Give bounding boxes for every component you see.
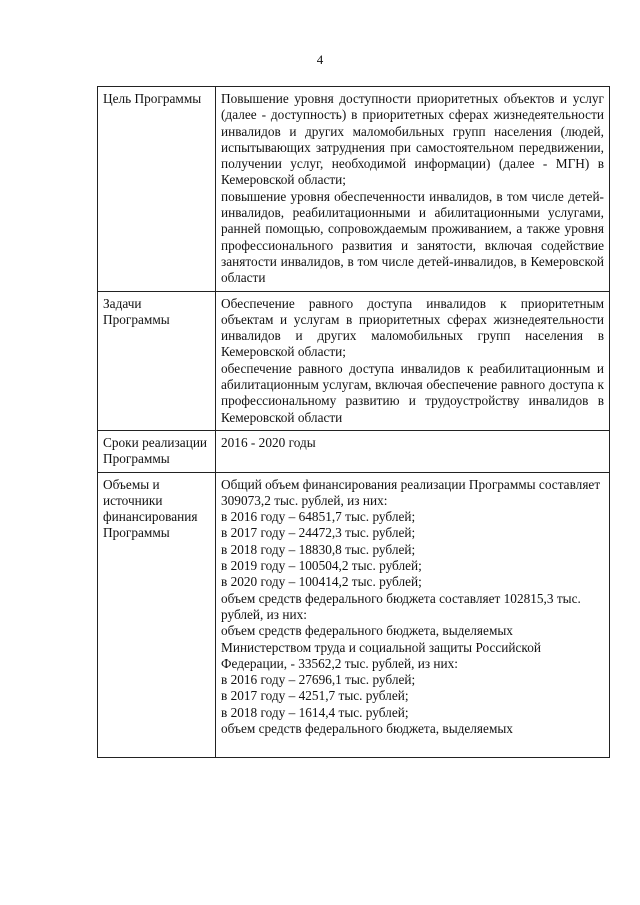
row-label-tasks: Задачи Программы [98, 291, 216, 430]
financing-line-8: объем средств федерального бюджета, выделяемых Министерством труда и социальной защиты Российской Федерации, - 33562,2 тыс. рублей, из них: [221, 623, 541, 671]
goal-paragraph-1: Повышение уровня доступности приоритетных объектов и услуг (далее - доступность) в приоритетных сферах жизнедеятельности инвалидов и других маломобильных групп населения (людей, испытывающих затруднения при самостоятельном передвижении, получении услуг, необходимой информации) (далее - МГН) в Кемеровской области; [221, 91, 604, 188]
program-passport-table [97, 86, 610, 758]
financing-line-2: в 2016 году – 64851,7 тыс. рублей; [221, 509, 416, 525]
row-label-goal: Цель Программы [98, 87, 216, 292]
row-value-financing [216, 472, 610, 757]
row-label-financing: Объемы и источники финансирования Программы [98, 472, 216, 757]
tasks-paragraph-2: обеспечение равного доступа инвалидов к реабилитационным и абилитационным услугам, включая обеспечение равного доступа к профессиональному развитию и трудоустройству инвалидов в Кемеровской области [221, 360, 604, 425]
table-row-tasks [98, 291, 610, 430]
period-text: 2016 - 2020 годы [221, 434, 316, 450]
financing-line-11: в 2018 году – 1614,4 тыс. рублей; [221, 704, 409, 720]
financing-line-6: в 2020 году – 100414,2 тыс. рублей; [221, 574, 422, 590]
financing-line-3: в 2017 году – 24472,3 тыс. рублей; [221, 525, 416, 541]
financing-line-4: в 2018 году – 18830,8 тыс. рублей; [221, 541, 416, 557]
table-row-financing [98, 472, 610, 757]
financing-line-12: объем средств федерального бюджета, выделяемых [221, 720, 513, 736]
financing-line-5: в 2019 году – 100504,2 тыс. рублей; [221, 558, 422, 574]
financing-line-7: объем средств федерального бюджета составляет 102815,3 тыс. рублей, из них: [221, 590, 581, 622]
financing-line-9: в 2016 году – 27696,1 тыс. рублей; [221, 672, 416, 688]
tasks-paragraph-1: Обеспечение равного доступа инвалидов к приоритетным объектам и услугам в приоритетных сферах жизнедеятельности инвалидов и других маломобильных групп населения в Кемеровской области; [221, 295, 604, 360]
row-label-period: Сроки реализации Программы [98, 430, 216, 472]
row-value-tasks [216, 291, 610, 430]
table-row-goal [98, 87, 610, 292]
table-row-period [98, 430, 610, 472]
page-number: 4 [316, 52, 324, 67]
goal-paragraph-2: повышение уровня обеспеченности инвалидов, в том числе детей-инвалидов, реабилитационными и абилитационными услугами, ранней помощью, сопровождаемым проживанием, а также уровня профессионального развития и занятости, включая содействие занятости инвалидов, в том числе детей-инвалидов, в Кемеровской области [221, 188, 604, 286]
row-value-goal [216, 87, 610, 292]
financing-line-10: в 2017 году – 4251,7 тыс. рублей; [221, 688, 409, 704]
row-value-period [216, 430, 610, 472]
financing-line-1: Общий объем финансирования реализации Программы составляет 309073,2 тыс. рублей, из них: [221, 476, 601, 508]
